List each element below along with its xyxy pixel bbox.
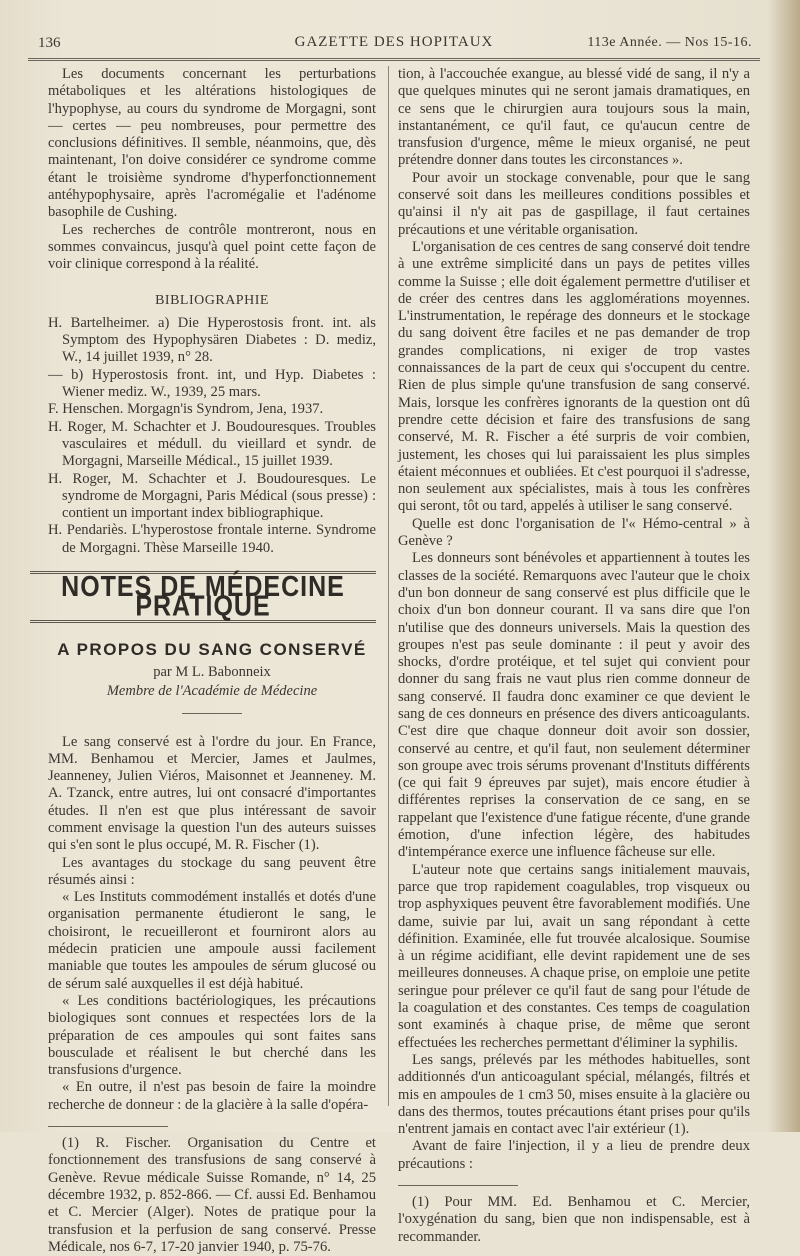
article-paragraph: Le sang conservé est à l'ordre du jour. En France, MM. Benhamou et Mercier, James et Jaulmes, Jeanneney, Julien Viéros, Maisonnet et Jeanneney. M. A. Tzanck, entre autres, lui ont consacré d'importantes études. Il n'en est que plus intéressant de savoir comment envisage la question l'un des auteurs suisses qui s'en sont le plus occupé, M. R. Fischer (1). (48, 733, 376, 854)
intro-paragraph: Les documents concernant les perturbations métaboliques et les altérations histologiques de l'hypophyse, au cours du syndrome de Morgagni, sont — certes — peu nombreuses, pour permettre des conclusions définitives. Il semble, néanmoins, que, dès maintenant, l'on doive considérer ce syndrome comme étant le troisième syndrome d'hyperfonctionnement antéhypophysaire, après l'acromégalie et l'adénome basophile de Cushing. (48, 66, 376, 221)
article-title: A PROPOS DU SANG CONSERVÉ (57, 639, 367, 659)
footnote-rule (48, 1126, 168, 1127)
column-divider (388, 66, 389, 1106)
page-number: 136 (38, 35, 61, 51)
bibliography-entry: H. Pendariès. L'hyperostose frontale interne. Syndrome de Morgagni. Thèse Marseille 1940. (48, 522, 376, 556)
journal-title: GAZETTE DES HOPITAUX (294, 34, 494, 50)
section-title: NOTES DE MÉDECINE PRATIQUE (61, 570, 345, 623)
article-paragraph: Les avantages du stockage du sang peuvent être résumés ainsi : (48, 854, 376, 888)
article-paragraph: Pour avoir un stockage convenable, pour que le sang conservé soit dans les meilleures conditions possibles et qu'ainsi il n'y ait pas de gaspillage, il faut certaines précautions et une véritable organisation. (398, 169, 750, 238)
article-byline: par M L. Babonneix (153, 663, 271, 680)
intro-paragraph: Les recherches de contrôle montreront, nous en sommes convaincus, jusqu'à quel point cette façon de voir clinique correspond à la réalité. (48, 221, 376, 273)
article-paragraph: Les sangs, prélevés par les méthodes habituelles, sont additionnés d'un anticoagulant spécial, mélangés, filtrés et mis en ampoules de 1 cm3 50, mises ensuite à la glacière ou dans des thermos, toutes précautions étant prises pour qu'ils n'entrent jamais en contact avec l'air extérieur (1). (398, 1051, 750, 1138)
bibliography-entry: F. Henschen. Morgagn'is Syndrom, Jena, 1937. (48, 401, 324, 418)
article-paragraph: Quelle est donc l'organisation de l'« Hémo-central » à Genève ? (398, 515, 750, 550)
article-paragraph: « En outre, il n'est pas besoin de faire la moindre recherche de donneur : de la glacière à la salle d'opéra- (48, 1079, 376, 1113)
year-issue: 113e Année. — Nos 15-16. (587, 35, 752, 50)
article-paragraph: L'auteur note que certains sangs initialement mauvais, parce que trop rapidement coagulables, trop visqueux ou trop asphyxiques peuvent être favorablement modifiés. Une dame, suivie par lui, avait un sang répondant à cette définition. Examinée, elle fut trouvée alcalosique. Soumise à un régime acidifiant, elle devint rapidement une de ses meilleures donneuses. A chaque prise, on emploie une petite seringue pour prélever ce qu'il faut de sang pour l'étude de la coagulation et des constantes. Ces temps de coagulation sont examinés à chaque prise, de même que seront effectuées les recherches permettant d'éliminer la syphilis. (398, 861, 750, 1051)
section-banner (30, 571, 376, 623)
bibliography-entry: H. Roger, M. Schachter et J. Boudouresques. Troubles vasculaires et médull. du vieillard et syndr. de Morgagni, Marseille Médical., 15 juillet 1939. (48, 418, 376, 470)
article-paragraph: « Les conditions bactériologiques, les précautions biologiques sont connues et respectées lors de la préparation de ces ampoules qui sont faites sans bousculade et réalisent le but cherché dans les transfusions d'urgence. (48, 992, 376, 1079)
left-column (48, 66, 376, 1256)
footnote-rule (398, 1185, 518, 1186)
author-affiliation: Membre de l'Académie de Médecine (106, 683, 318, 700)
article-paragraph: « Les Instituts commodément installés et dotés d'une organisation permanente étudieront le sang, le choisiront, le recueilleront et fourniront alors au médecin praticien une ampoule aussi facilement maniable que toutes les ampoules de sérum glucosé ou de sérum salé auxquelles il est déjà habitué. (48, 889, 376, 992)
bibliography-title: BIBLIOGRAPHIE (155, 292, 269, 308)
article-paragraph: Avant de faire l'injection, il y a lieu de prendre deux précautions : (398, 1138, 750, 1172)
bibliography-entry: — b) Hyperostosis front. int, und Hyp. Diabetes : Wiener mediz. W., 1939, 25 mars. (48, 366, 376, 401)
article-paragraph: Les donneurs sont bénévoles et appartiennent à toutes les classes de la société. Remarquons avec l'auteur que le choix d'un bon donneur de sang conservé est plus difficile que le choix d'un bon donneur courant. Il va sans dire que l'on n'utilise que des donneurs universels. Mais la question des groupes n'est pas seule dominante : il peut y avoir des shocks, d'ordre protéique, et tel sujet qui convient pour donner du sang frais ne vaut plus rien comme donneur de sang conservé. Il faudra donc examiner ce que devient le sang de ces donneurs en présence des divers anticoagulants. C'est dire que chaque donneur doit avoir son dossier, conservé au centre, et qu'il faut, non seulement déterminer son groupe avec trois sérums provenant d'Instituts différents (ce qui fait 9 épreuves par sujet), mais encore étudier à différentes reprises la conservation de ce sang, en se rappelant que l'existence d'une fatigue récente, d'une grande émotion, d'une infection légère, des habitudes d'intempérance exerce une influence fâcheuse sur elle. (398, 550, 750, 861)
right-column (398, 66, 750, 1246)
bibliography-entry: H. Bartelheimer. a) Die Hyperostosis front. int. als Symptom des Hypophysären Diabetes : D. mediz, W., 14 juillet 1939, n° 28. (48, 314, 376, 366)
article-paragraph: L'organisation de ces centres de sang conservé doit tendre à une extrême simplicité dans un pays de petites villes comme la Suisse ; elle doit également permettre d'utiliser et de créer des centres dans les agglomérations moyennes. L'instrumentation, le repérage des donneurs et le stockage du sang doivent être faciles et ne pas demander de trop grandes complications, ni exiger de trop vastes connaissances de la part de ceux qui s'occupent du centre. Rien de plus simple qu'une transfusion de sang conservé. Mais, lorsque les confrères ignorants de la question ont dû prendre cette décision et faire des transfusions de sang conservé, M. R. Fischer a été surpris de voir combien, justement, les choses qui lui paraissaient les plus simples étaient méconnues et oubliées. Et c'est pourquoi il s'adresse, non seulement aux spécialistes, mais à tous les confrères qui seront, tôt ou tard, appelés à utiliser le sang conservé. (398, 238, 750, 515)
bibliography-entry: H. Roger, M. Schachter et J. Boudouresques. Le syndrome de Morgagni, Paris Médical (sous presse) : contient un important index bibliographique. (48, 470, 376, 522)
page-header (28, 28, 760, 61)
article-paragraph: tion, à l'accouchée exangue, au blessé vidé de sang, il n'y a que quelques minutes qui ne seront jamais dramatiques, en ce sens que le chirurgien aura toujours sous la main, instantanément, ce qu'il faut, ce qu'aucun centre de transfusion d'urgence, même le mieux organisé, ne peut prétendre donner dans toutes les circonstances ». (398, 66, 750, 169)
footnote: (1) Pour MM. Ed. Benhamou et C. Mercier, l'oxygénation du sang, bien que non indispensable, est à recommander. (398, 1194, 750, 1245)
title-rule (182, 713, 242, 714)
footnote: (1) R. Fischer. Organisation du Centre et fonctionnement des transfusions de sang conservé à Genève. Revue médicale Suisse Romande, n° 14, 25 décembre 1932, p. 852-866. — Cf. aussi Ed. Benhamou et C. Mercier (Alger). Notes de pratique pour la transfusion et la perfusion de sang conservé. Presse Médicale, nos 6-7, 17-20 janvier 1940, p. 75-76. (48, 1135, 376, 1255)
